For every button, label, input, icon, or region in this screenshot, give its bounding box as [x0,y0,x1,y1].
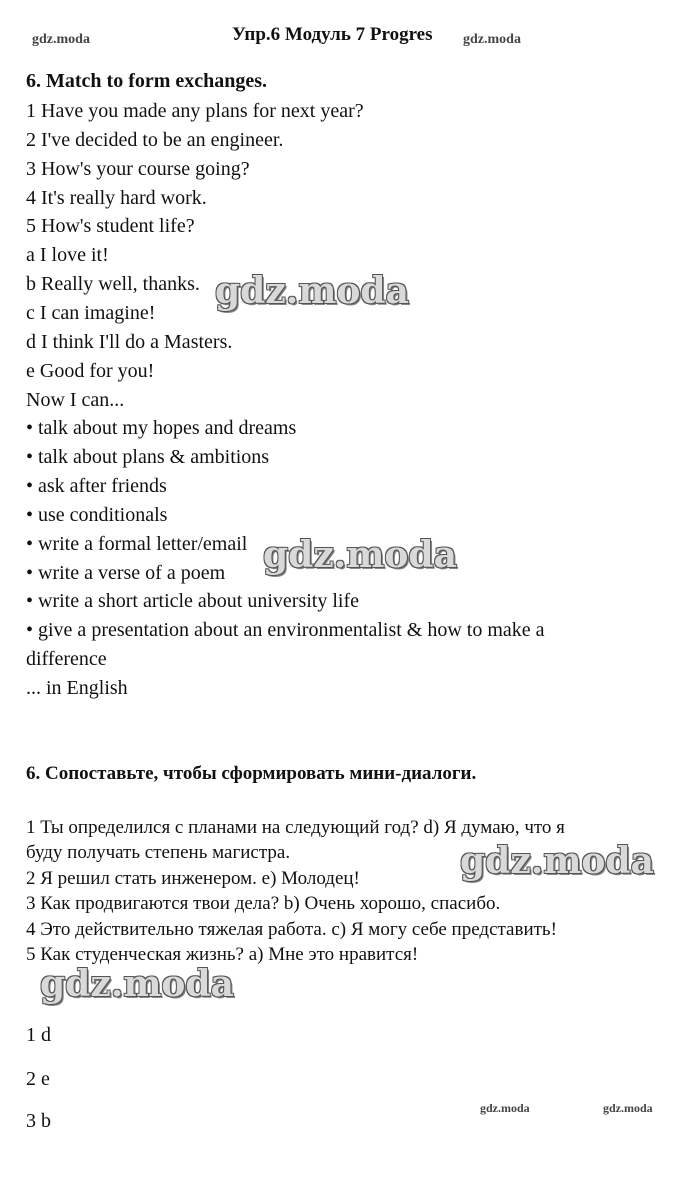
english-line: c I can imagine! [26,301,156,324]
watermark-top-right: gdz.moda [463,32,521,47]
watermark-big-4: gdz.moda [40,963,234,1005]
russian-heading: 6. Сопоставьте, чтобы сформировать мини-диалоги. [26,763,477,784]
russian-line: 4 Это действительно тяжелая работа. c) Я могу себе представить! [26,918,557,940]
english-line: • use conditionals [26,503,168,526]
russian-line: 3 Как продвигаются твои дела? b) Очень хорошо, спасибо. [26,893,501,915]
english-line: 5 How's student life? [26,215,195,238]
russian-line: 1 Ты определился с планами на следующий год? d) Я думаю, что я [26,817,565,838]
english-line: • write a short article about university life [26,590,360,613]
russian-line: буду получать степень магистра. [26,842,291,864]
answer-item: 3 b [26,1110,51,1132]
english-line: • give a presentation about an environmentalist & how to make a [26,619,545,642]
english-line: Now I can... [26,388,125,411]
english-line: • write a formal letter/email [26,532,248,555]
english-line: 1 Have you made any plans for next year? [26,100,364,122]
watermark-big-1: gdz.moda [215,270,409,312]
watermark-bottom-2: gdz.moda [603,1101,653,1115]
watermark-bottom-1: gdz.moda [480,1101,530,1115]
english-line: difference [26,648,107,671]
english-line: • write a verse of a poem [26,561,226,584]
watermark-top-left: gdz.moda [32,32,90,47]
english-heading: 6. Match to form exchanges. [26,70,268,92]
answer-item: 1 d [26,1024,51,1046]
watermark-big-2: gdz.moda [263,534,457,576]
english-line: • talk about plans & ambitions [26,446,270,469]
english-line: a I love it! [26,244,109,267]
page-title: Упр.6 Модуль 7 Progres [232,24,433,45]
russian-line: 5 Как студенческая жизнь? a) Мне это нравится! [26,944,419,965]
answer-item: 2 e [26,1068,50,1090]
english-line: 2 I've decided to be an engineer. [26,128,284,151]
english-line: • ask after friends [26,475,167,498]
russian-line: 2 Я решил стать инженером. e) Молодец! [26,867,360,889]
english-line: b Really well, thanks. [26,273,200,296]
english-line: e Good for you! [26,359,155,382]
english-line: d I think I'll do a Masters. [26,330,233,353]
english-line: 4 It's really hard work. [26,186,207,209]
watermark-big-3: gdz.moda [460,840,654,882]
english-line: ... in English [26,677,128,699]
english-line: • talk about my hopes and dreams [26,417,297,440]
english-line: 3 How's your course going? [26,157,250,180]
